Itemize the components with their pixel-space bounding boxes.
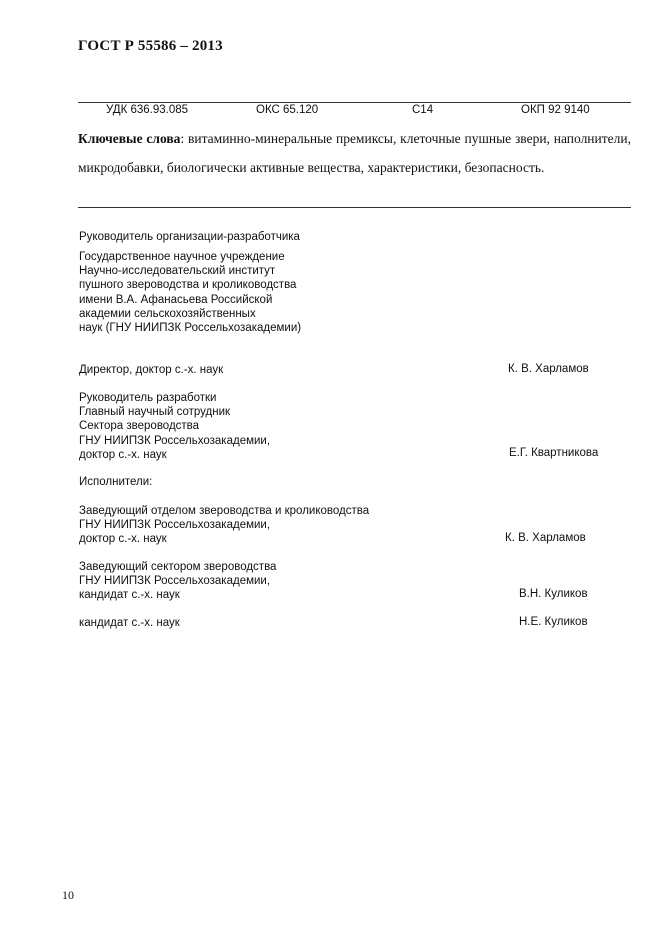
director-title: Директор, доктор с.-х. наук (79, 364, 224, 376)
executor-3-name: Н.Е. Куликов (519, 616, 588, 628)
lead-info: Руководитель разработки Главный научный сотрудник Сектора звероводства ГНУ НИИПЗК Россельхозакадемии, доктор с.-х. наук (79, 392, 271, 461)
keywords-label: Ключевые слова (78, 131, 181, 146)
developer-organization: Государственное научное учреждение Научно-исследовательский институт пушного звероводства и кролиководства имени В.А. Афанасьева Российской академии сельскохозяйственных наук (ГНУ НИИПЗК Россельхозакадемии) (79, 251, 302, 335)
oks-code: ОКС 65.120 (256, 104, 319, 116)
okp-code: ОКП 92 9140 (521, 104, 590, 116)
executors-heading: Исполнители: (79, 476, 153, 488)
executor-3-info: кандидат с.-х. наук (79, 617, 180, 629)
udk-code: УДК 636.93.085 (106, 104, 189, 116)
executor-2-name: В.Н. Куликов (519, 588, 588, 600)
c-code: С14 (412, 104, 434, 116)
top-divider (78, 102, 631, 103)
executor-1-name: К. В. Харламов (505, 532, 586, 544)
keywords-paragraph (78, 124, 631, 182)
director-name: К. В. Харламов (508, 363, 589, 375)
document-title: ГОСТ Р 55586 – 2013 (78, 38, 223, 54)
page-number: 10 (62, 888, 74, 902)
bottom-divider (78, 207, 631, 208)
keywords-text: : витаминно-минеральные премиксы, клеточные пушные звери, наполнители, микродобавки, биологически активные вещества, характеристики, безопасность. (78, 131, 631, 175)
executor-1-info: Заведующий отделом звероводства и кролиководства ГНУ НИИПЗК Россельхозакадемии, доктор с.-х. наук (79, 505, 370, 546)
executor-2-info: Заведующий сектором звероводства ГНУ НИИПЗК Россельхозакадемии, кандидат с.-х. наук (79, 561, 277, 602)
lead-name: Е.Г. Квартникова (509, 447, 599, 459)
developer-heading: Руководитель организации-разработчика (79, 231, 300, 243)
